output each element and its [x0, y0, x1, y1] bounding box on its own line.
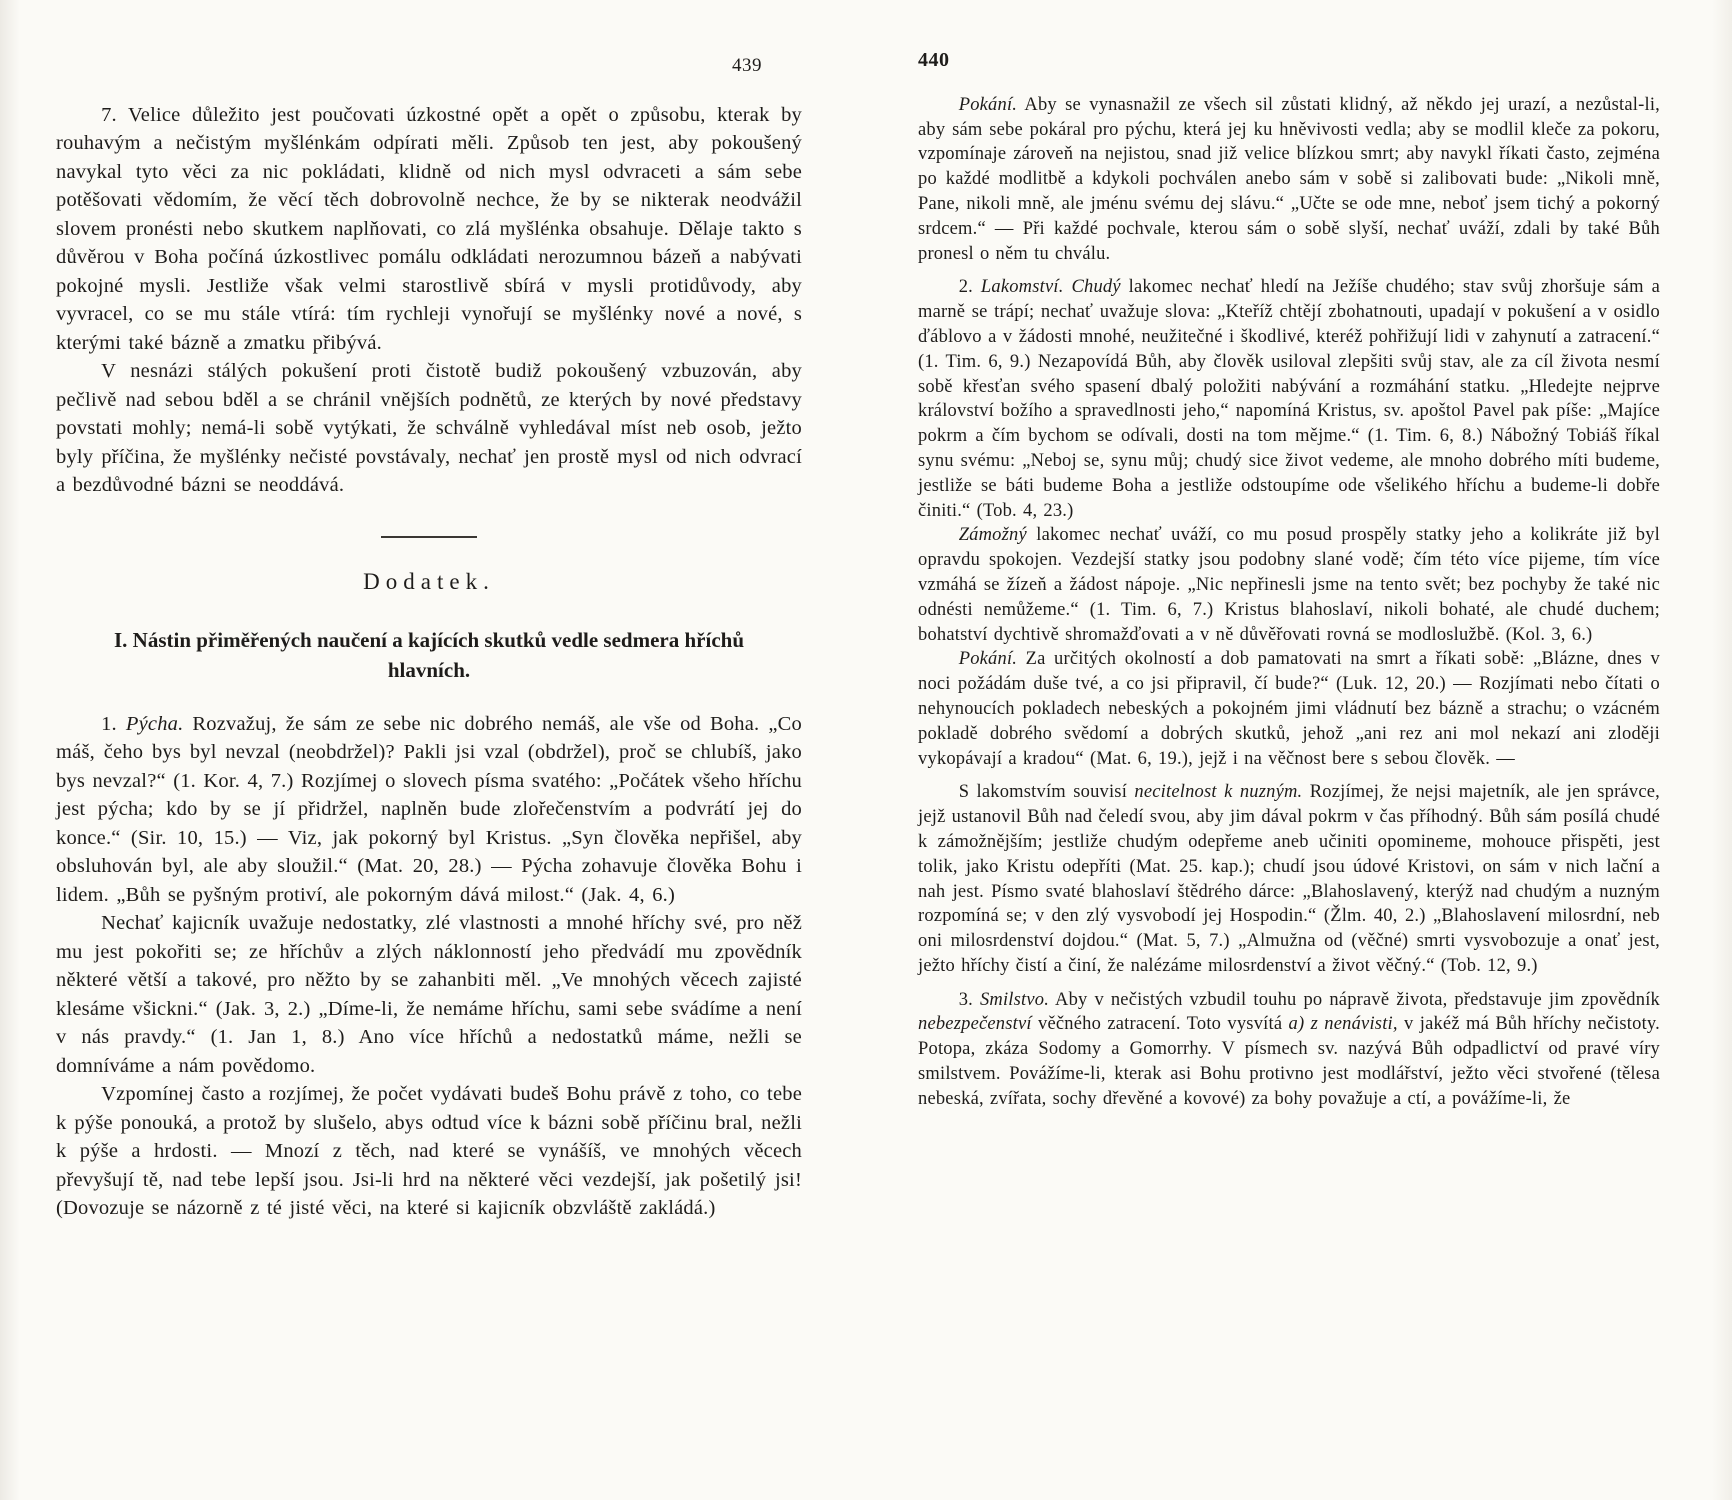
- paragraph: [56, 1080, 802, 1223]
- text-run: I.: [113, 628, 133, 652]
- text-run: věčného zatracení. Toto vysvítá: [1031, 1014, 1289, 1035]
- text-run: Nechať kajicník uvažuje nedostatky, zlé vlastnosti a mnohé hříchy své, pro něž mu jest pokořiti se; ze hříchův a zlých náklonností jeho předvádí mu zpovědník některé větší a takové, pro něžto by se zahanbiti měl. „Ve mnohých věcech zajisté klesáme všickni.“ (Jak. 3, 2.) „Díme-li, že nemáme hříchu, sami sebe svádíme a není v nás pravdy.“ (1. Jan 1, 8.) Ano více hříchů a nedostatků máme, nežli se domníváme a nám povědomo.: [56, 912, 802, 1077]
- italic-run: a) z nenávisti,: [1288, 1014, 1398, 1035]
- paragraph: [918, 780, 1660, 978]
- paragraph: [918, 275, 1660, 523]
- page-right: [866, 0, 1732, 1500]
- text-run: lakomec nechať hledí na Ježíše chudého; stav svůj zhoršuje sám a marně se trápí; nechať uvažuje slova: „Kteříž chtějí zbohatnouti, upadají v pokušení a v osidlo ďáblovo a v žádosti mnohé, neužitečné i škodlivé, kteréž pohřižují lidi v zahynutí a zatracení.“ (1. Tim. 6, 9.) Nezapovídá Bůh, aby člověk usiloval zlepšiti svůj stav, ale za cíl života nesmí sobě křesťan svého spasení dbalý položiti nabývání a rozmáhání statku. „Hledejte nejprve království božího a spravedlnosti jeho,“ napomíná Kristus, sv. apoštol Pavel pak píše: „Majíce pokrm a čím bychom se odívali, dosti na tom mějme.“ (1. Tim. 6, 8.) Nábožný Tobiáš říkal synu svému: „Neboj se, synu můj; chudý sice život vedeme, ale mnoho dobrého míti budeme, jestliže se báti budeme Boha a jestliže odstoupíme ode všelikého hříchu a budeme-li dobře činiti.“ (Tob. 4, 23.): [918, 277, 1660, 521]
- page-body-left: [56, 101, 802, 1223]
- section-heading: [56, 568, 802, 597]
- paragraph: [918, 93, 1660, 267]
- text-run: Aby se vynasnažil ze všech sil zůstati klidný, až někdo jej urazí, a nezůstal-li, aby sám sebe pokáral pro pýchu, která jej ku hněvivosti vedla; aby se modlil kleče za pokoru, vzpomínaje zároveň na nejistou, snad již velice blízkou smrt; aby navykl říkati často, zejména po každé modlitbě a kdykoli pochválen anebo sám v sobě si zalibovati bude: „Nikoli mně, Pane, nikoli mně, ale jménu svému dej slávu.“ „Učte se ode mne, neboť jsem tichý a pokorný srdcem.“ — Při každé pochvale, kterou sám o sobě slyší, nechať uváží, zdali by také Bůh pronesl o něm tu chválu.: [918, 94, 1660, 264]
- text-run: Aby v nečistých vzbudil touhu po nápravě života, představuje jim zpovědník: [1049, 989, 1660, 1010]
- text-run: Za určitých okolností a dob pamatovati na smrt a říkati sobě: „Blázne, dnes v noci požádám duše tvé, a co jsi připravil, čí bude?“ (Luk. 12, 20.) — Rozjímati nebo čítati o nehynoucích pokladech nebeských a pokojném jimi vládnutí bez bázně a strachu; o vzácném pokladě dobrého svědomí a dobrých skutků, jehož „ani rez ani mol nekazí ani zloději vykopávají a kradou“ (Mat. 6, 19.), jejž i na věčnost bere s sebou člověk. —: [918, 649, 1660, 769]
- paragraph: [56, 101, 802, 358]
- text-run: v jakéž má Bůh hříchy nečistoty. Potopa, zkáza Sodomy a Gomorrhy. V písmech sv. nazývá Bůh odpadlictví od pravé víry smilstvem. Povážíme-li, kterak asi Bohu protivno jest modlářství, ježto věci stvořené (tělesa nebeská, zvířata, sochy dřevěné a kovové) za bohy považuje a ctí, a povážíme-li, že: [918, 1014, 1660, 1109]
- italic-run: necitelnost k nuzným.: [1134, 782, 1303, 803]
- page-number-left: 439: [732, 55, 762, 76]
- paragraph: [56, 710, 802, 910]
- text-run: Vzpomínej často a rozjímej, že počet vydávati budeš Bohu právě z toho, co tebe k pýše ponouká, a protož by slušelo, abys odtud více k bázni sobě příčinu bral, nežli k pýše a hrdosti. — Mnozí z těch, nad které se vynášíš, ve mnohých věcech převyšují tě, nad tebe lepší jsou. Jsi-li hrd na některé věci vezdejší, jak pošetilý jsi! (Dovozuje se názorně z té jisté věci, na které si kajicník obzvláště zakládá.): [56, 1083, 802, 1220]
- text-run: Rozvažuj, že sám ze sebe nic dobrého nemáš, ale vše od Boha. „Co máš, čeho bys byl nevzal (neobdržel)? Pakli jsi vzal (obdržel), proč se chlubíš, jako bys nevzal?“ (1. Kor. 4, 7.) Rozjímej o slovech písma svatého: „Počátek všeho hříchu jest pýcha; kdo by se jí přidržel, naplněn bude zlořečenstvím a podvrátí jej do konce.“ (Sir. 10, 15.) — Viz, jak pokorný byl Kristus. „Syn člověka nepřišel, aby obsluhován byl, ale aby sloužil.“ (Mat. 20, 28.) — Pýcha zohavuje člověka Bohu i lidem. „Bůh se pyšným protiví, ale pokorným dává milost.“ (Jak. 4, 6.): [56, 712, 803, 906]
- italic-run: Pýcha.: [125, 712, 184, 735]
- page-body-right: [918, 93, 1660, 1112]
- italic-run: Lakomství.: [980, 277, 1064, 298]
- text-run: Rozjímej, že nejsi majetník, ale jen správce, jejž ustanovil Bůh nad čeledí svou, aby jim dával pokrm v čas příhodný. Bůh sám posílá chudé k zámožnějším; jestliže chudým odepřeme aneb učiniti opomineme, mohouce přispěti, jest tolik, jako Kristu odepříti (Mat. 25. kap.); chudí jsou údové Kristovi, on sám v nich lační a nah jest. Písmo svaté blahoslaví štědrého dárce: „Blahoslavený, kterýž nad chudým a nuzným rozpomíná se; v den zlý vysvobodí jej Hospodin.“ (Žlm. 40, 2.) „Blahoslavení milosrdní, neb oni milosrdenství dojdou.“ (Mat. 5, 7.) „Almužna od (věčné) smrti vysvobozuje a onať jest, ježto hříchy čistí a činí, že nalézáme milosrdenství a život věčný.“ (Tob. 12, 9.): [918, 782, 1660, 976]
- page-number-right: 440: [918, 49, 950, 71]
- italic-run: Chudý: [1071, 277, 1121, 298]
- section-heading: [99, 626, 759, 686]
- paragraph: [918, 523, 1660, 647]
- section-divider: [381, 536, 477, 538]
- italic-run: Pokání.: [958, 649, 1018, 670]
- paragraph: [56, 357, 802, 500]
- text-run: 3.: [958, 989, 980, 1010]
- text-run: 1.: [101, 712, 126, 735]
- paragraph: [56, 909, 802, 1080]
- paragraph: [918, 988, 1660, 1112]
- text-run: V nesnázi stálých pokušení proti čistotě budiž pokoušený vzbuzován, aby pečlivě nad sebou bděl a se chránil vnějších podnětů, ze kterých by nové představy povstati mohly; nemá-li sobě vytýkati, že schválně vyhledával míst neb osob, ježto byly příčina, že myšlénky nečisté povstávaly, nechať jen prostě mysl od nich odvrací a bezdůvodné bázni se neoddává.: [56, 360, 802, 496]
- text-run: lakomec nechať uváží, co mu posud prospěly statky jeho a kolikráte již byl opravdu spokojen. Vezdejší statky jsou podobny slané vodě; čím této více pijeme, tím více vzmáhá se žízeň a žádost nápoje. „Nic nepřinesli jsme na tento svět; bez pochyby že také nic odnésti nemůžeme.“ (1. Tim. 6, 7.) Kristus blahoslaví, nikoli bohaté, ale chudé duchem; bohatství dychtivě shromažďovati a v ně důvěřovati rovná se modloslužbě. (Kol. 3, 6.): [918, 525, 1660, 645]
- italic-run: nebezpečenství: [918, 1014, 1032, 1035]
- paragraph: [918, 647, 1660, 771]
- text-run: Dodatek.: [363, 568, 495, 594]
- italic-run: Pokání.: [958, 94, 1018, 115]
- text-run: S lakomstvím souvisí: [958, 782, 1135, 803]
- italic-run: Zámožný: [958, 525, 1027, 546]
- italic-run: Smilstvo.: [979, 989, 1050, 1010]
- text-run: 7. Velice důležito jest poučovati úzkostné opět a opět o způsobu, kterak by rouhavým a nečistým myšlénkám odpírati měli. Způsob ten jest, aby pokoušený navykal tyto věci za nic pokládati, klidně od nich mysl odvraceti a sám sebe potěšovati vědomím, že věcí těch dobrovolně nechce, že by se nikterak neodvážil slovem pronésti nebo skutkem naplňovati, co zlá myšlénka obsahuje. Dělaje takto s důvěrou v Boha počíná úzkostlivec pomálu odkládati nerozumnou bázeň a nabývati pokojné mysli. Jestliže však velmi starostlivě sbírá v mysli protidůvody, aby vyvracel, co se mu stále vtírá: tím rychleji vynořují se myšlénky nové a nové, s kterými také bázně a zmatku přibývá.: [56, 103, 802, 354]
- text-run: 2.: [958, 277, 981, 298]
- bold-run: Nástin přiměřených naučení a kajících skutků vedle sedmera hříchů hlavních.: [132, 628, 745, 682]
